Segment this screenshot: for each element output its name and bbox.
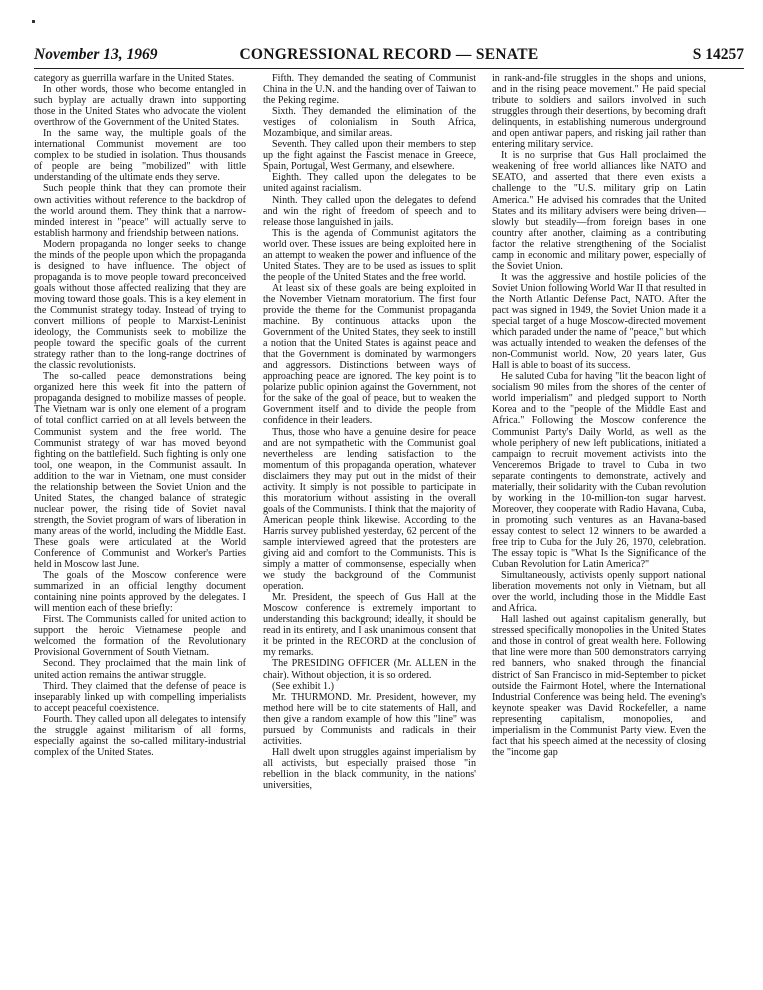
paragraph: category as guerrilla warfare in the United States. <box>34 73 235 84</box>
paragraph: Thus, those who have a genuine desire for peace and are not sympathetic with the Communist goal nevertheless are lending satisfaction to the momentum of this propaganda operation, whatever disclaimers they may put out in the midst of their activity. It simply is not possible to participate in this moratorium without assisting in the overall goals of the Communists. I think that the majority of American people think likewise. According to the Harris survey published yesterday, 62 percent of the sample interviewed agreed that the protesters are giving aid and comfort to the Communists. This is simply a matter of commonsense, especially when we study the background of the Communist operation. <box>263 426 476 593</box>
text-column-1 <box>34 73 246 758</box>
paragraph: In other words, those who become entangled in such byplay are actually drawn into supporting those in the United States who advocate the violent overthrow of the Government of the United States. <box>34 84 246 129</box>
paragraph: Mr. President, the speech of Gus Hall at the Moscow conference is extremely important to understanding this background; ideally, it should be read in its entirety, and I ask unanimous consent that it be printed in the RECORD at the conclusion of my remarks. <box>263 592 476 659</box>
paragraph: Third. They claimed that the defense of peace is inseparably linked up with compelling imperialists to accept peaceful coexistence. <box>34 680 246 714</box>
paragraph: The goals of the Moscow conference were summarized in an official lengthy document containing nine points approved by the delegates. I will mention each of these briefly: <box>34 570 246 615</box>
paragraph: Hall lashed out against capitalism generally, but stressed specifically monopolies in the United States and those in control of great wealth here. Following that line were more than 500 demonstrators carrying red banners, who snaked through the financial district of San Francisco in mid-September to picket outside the Fairmont Hotel, where the International Industrial Conference was being held. The evening's keynote speaker was David Rockefeller, a name representing capitalism, monopolies, and imperialism in the Communist Party view. Even the fact that his speech aimed at the necessity of closing the "income gap <box>492 614 706 758</box>
paragraph: It is no surprise that Gus Hall proclaimed the weakening of free world alliances like NATO and SEATO, and asserted that there even exists a challenge to the "U.S. military grip on Latin America." He advised his comrades that the United States and its military advisers were being driven—slowly but steadily—from foreign bases in one country after another, claiming as a contributing factor the relative strengthening of the Socialist camp in economic and military power, especially of the Soviet Union. <box>492 150 706 272</box>
paragraph: Second. They proclaimed that the main link of united action remains the antiwar struggle. <box>34 658 246 681</box>
paragraph: in rank-and-file struggles in the shops and unions, and in the rising peace movement." He paid special tribute to soldiers and sailors involved in such struggles through their desertions, by becoming draft delinquents, in establishing numerous underground and open antiwar papers, and risking jail rather than entering military service. <box>492 73 706 151</box>
text-column-3 <box>492 73 706 758</box>
paragraph: Hall dwelt upon struggles against imperialism by all activists, but especially praised those "in rebellion in the black community, in the nations' universities, <box>263 746 476 791</box>
paragraph: He saluted Cuba for having "lit the beacon light of socialism 90 miles from the shores of the center of world imperialism" and pledged support to North Korea and to the "people of the Middle East and Africa." Following the Moscow conference the Communist Party's Daily World, as well as the whole periphery of new left publications, initiated a campaign to recruit movement activists into the Venceremos Brigade to travel to Cuba in two separate contingents to demonstrate, actively and materially, their solidarity with the Cuban revolution by working in the 10-million-ton sugar harvest. Moreover, they cooperate with Radio Havana, Cuba, in promoting such ventures as an Havana-based essay contest to select 12 winners to be awarded a free trip to Cuba for the July 26, 1970, celebration. The essay topic is "What Is the Significance of the Cuban Revolution for Latin America?" <box>492 371 706 571</box>
paragraph: Mr. THURMOND. Mr. President, however, my method here will be to cite statements of Hall, and then give a random example of how this "line" was pursued by Communists and radicals in their activities. <box>263 691 476 747</box>
paragraph: Fifth. They demanded the seating of Communist China in the U.N. and the handing over of Taiwan to the Peking regime. <box>263 73 476 107</box>
paragraph: Seventh. They called upon their members to step up the fight against the Fascist menace in Greece, Spain, Portugal, West Germany, and elsewhere. <box>263 139 476 173</box>
header-date: November 13, 1969 <box>34 46 158 63</box>
paragraph: Simultaneously, activists openly support national liberation movements not only in Vietnam, but all over the world, including those in the Middle East and Africa. <box>492 570 706 615</box>
paragraph: At least six of these goals are being exploited in the November Vietnam moratorium. The first four provide the theme for the Communist propaganda machine. By continuous attacks upon the Government of the United States, they seek to instill a notion that the United States is against peace and that the Government is dominated by warmongers and aggressors. Distinctions between ways of approaching peace are ignored. The key point is to polarize public opinion against the Government, not for the sake of the goal of peace, but to weaken the Government itself and to divide the people from confidence in their leaders. <box>263 282 476 427</box>
paragraph: First. The Communists called for united action to support the heroic Vietnamese people and welcomed the formation of the Revolutionary Provisional Government of South Vietnam. <box>34 614 246 659</box>
paragraph: In the same way, the multiple goals of the international Communist movement are too complex to be studied in isolation. Thus thousands of people are being "mobilized" with little understanding of the ultimate ends they serve. <box>34 128 246 184</box>
paragraph: Fourth. They called upon all delegates to intensify the struggle against militarism of all forms, especially against the so-called military-industrial complex of the United States. <box>34 713 246 758</box>
paragraph: Eighth. They called upon the delegates to be united against racialism. <box>263 172 476 195</box>
header-title: CONGRESSIONAL RECORD — SENATE <box>239 46 539 63</box>
paragraph: Ninth. They called upon the delegates to defend and win the right of freedom of speech and to release those languished in jails. <box>263 194 476 228</box>
paragraph: Sixth. They demanded the elimination of the vestiges of colonialism in South Africa, Mozambique, and similar areas. <box>263 106 476 140</box>
page-header <box>34 46 744 69</box>
header-page-number: S 14257 <box>692 46 744 63</box>
paragraph: Modern propaganda no longer seeks to change the minds of the people upon which the propaganda is designed to have influence. The object of propaganda is to move people toward preconceived goals without those affected realizing that they are moving toward those goals. This is a key element in the Communist strategy today. Instead of trying to convert millions of people to Marxist-Leninist ideology, the Communists seek to mobilize the people toward the specific goals of the current strategy rather than to the long-range doctrines of the classic revolutionists. <box>34 238 246 372</box>
paragraph: This is the agenda of Communist agitators the world over. These issues are being exploited here in an attempt to weaken the power and influence of the United States. They are to be used as issues to split the people of the United States and the free world. <box>263 227 476 283</box>
paragraph: Such people think that they can promote their own activities without reference to the backdrop of the world around them. They think that a narrow-minded interest in "peace" will actually serve to establish harmony and friendship between nations. <box>34 183 246 239</box>
paragraph: The so-called peace demonstrations being organized here this week fit into the pattern of propaganda designed to mobilize masses of people. The Vietnam war is only one element of a program of total conflict carried on at all levels between the Communist system and the free world. The Communist strategy of war has moved beyond fighting on the battlefield. Such fighting is only one tool, one weapon, in the Communist assault. In addition to the war in Vietnam, one must consider the relationship between the Soviet Union and the United States, the changed balance of strategic nuclear power, the rising tide of Soviet naval strength, the Soviet program of wars of liberation in many areas of the world, including the Middle East. These goals were articulated at the World Conference of Communist and Worker's Parties held in Moscow last June. <box>34 371 246 571</box>
text-column-2 <box>263 73 476 791</box>
paragraph: (See exhibit 1.) <box>272 680 334 692</box>
margin-mark <box>32 20 35 23</box>
paragraph: It was the aggressive and hostile policies of the Soviet Union following World War II that resulted in the North Atlantic Defense Pact, NATO. After the pact was signed in 1949, the Soviet Union made it a special target of a huge Moscow-directed movement which paraded under the name of "peace," but which was actually intended to weaken the defenses of the non-Communist world. Now, 20 years later, Gus Hall is able to boast of its success. <box>492 271 706 372</box>
paragraph: The PRESIDING OFFICER (Mr. ALLEN in the chair). Without objection, it is so ordered. <box>263 658 476 681</box>
